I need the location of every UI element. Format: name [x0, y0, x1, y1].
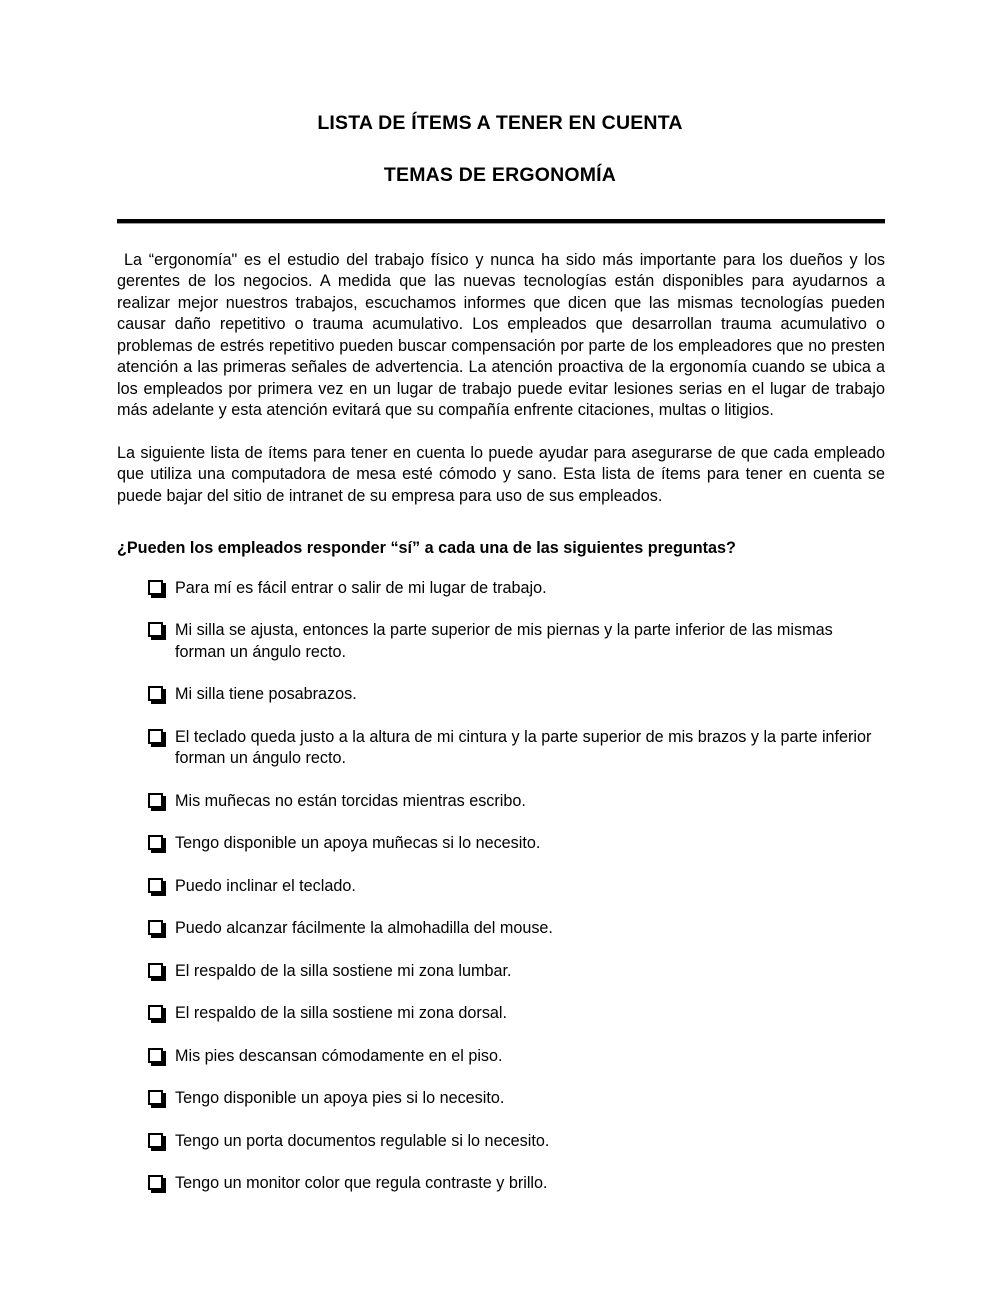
checkbox-icon[interactable]	[148, 878, 164, 894]
intro-paragraph-1: La “ergonomía" es el estudio del trabajo físico y nunca ha sido más importante para los dueños y los gerentes de los negocios. A medida que las nuevas tecnologías están disponibles para ayudarnos a realizar mejor nuestros trabajos, escuchamos informes que dicen que las mismas tecnologías pueden causar daño repetitivo o trauma acumulativo. Los empleados que desarrollan trauma acumulativo o problemas de estrés repetitivo pueden buscar compensación por parte de los empleadores que no presten atención a las primeras señales de advertencia. La atención proactiva de la ergonomía cuando se ubica a los empleados por primera vez en un lugar de trabajo puede evitar lesiones serias en el lugar de trabajo más adelante y esta atención evitará que su compañía enfrente citaciones, multas o litigios.	[117, 250, 885, 420]
checkbox-icon[interactable]	[148, 1005, 164, 1021]
checkbox-icon[interactable]	[148, 835, 164, 851]
checkbox-icon[interactable]	[148, 1090, 164, 1106]
list-item[interactable]	[117, 1046, 885, 1068]
list-item-label: Mis muñecas no están torcidas mientras escribo.	[175, 791, 526, 810]
page-subtitle: TEMAS DE ERGONOMÍA	[383, 164, 617, 187]
list-item[interactable]	[117, 1003, 885, 1025]
list-item-label: Tengo un porta documentos regulable si lo necesito.	[175, 1131, 550, 1150]
list-item[interactable]	[117, 684, 885, 706]
list-item[interactable]	[117, 620, 885, 663]
list-item-label: Mi silla tiene posabrazos.	[175, 685, 357, 704]
list-item[interactable]	[117, 876, 885, 898]
list-item-label: El respaldo de la silla sostiene mi zona lumbar.	[175, 961, 512, 980]
ergonomics-checklist	[117, 578, 885, 1195]
list-item-label: Puedo alcanzar fácilmente la almohadilla del mouse.	[175, 919, 553, 938]
checkbox-icon[interactable]	[148, 622, 164, 638]
checkbox-icon[interactable]	[148, 1048, 164, 1064]
list-item-label: El teclado queda justo a la altura de mi cintura y la parte superior de mis brazos y la parte inferior forman un ángulo recto.	[175, 727, 872, 768]
checkbox-icon[interactable]	[148, 963, 164, 979]
page-title: LISTA DE ÍTEMS A TENER EN CUENTA	[317, 112, 683, 134]
list-item-label: Mis pies descansan cómodamente en el piso.	[175, 1046, 503, 1065]
document-header	[0, 0, 1000, 188]
checkbox-icon[interactable]	[148, 580, 164, 596]
list-item[interactable]	[117, 833, 885, 855]
list-item-label: Tengo un monitor color que regula contraste y brillo.	[175, 1174, 548, 1193]
header-divider	[117, 219, 885, 224]
list-item-label: Tengo disponible un apoya muñecas si lo necesito.	[175, 834, 541, 853]
list-item[interactable]	[117, 961, 885, 983]
checkbox-icon[interactable]	[148, 1175, 164, 1191]
list-item-label: El respaldo de la silla sostiene mi zona dorsal.	[175, 1004, 508, 1023]
checkbox-icon[interactable]	[148, 793, 164, 809]
list-item[interactable]	[117, 1131, 885, 1153]
checklist-question: ¿Pueden los empleados responder “sí” a cada una de las siguientes preguntas?	[117, 539, 736, 558]
checkbox-icon[interactable]	[148, 729, 164, 745]
list-item[interactable]	[117, 578, 885, 600]
list-item-label: Para mí es fácil entrar o salir de mi lugar de trabajo.	[175, 578, 547, 597]
checkbox-icon[interactable]	[148, 1133, 164, 1149]
list-item[interactable]	[117, 1088, 885, 1110]
list-item-label: Mi silla se ajusta, entonces la parte superior de mis piernas y la parte inferior de las mismas forman un ángulo recto.	[175, 621, 833, 661]
list-item[interactable]	[117, 1173, 885, 1195]
checkbox-icon[interactable]	[148, 920, 164, 936]
document-body	[117, 250, 885, 1195]
list-item[interactable]	[117, 918, 885, 940]
list-item-label: Puedo inclinar el teclado.	[175, 876, 356, 895]
checkbox-icon[interactable]	[148, 686, 164, 702]
list-item[interactable]	[117, 791, 885, 813]
list-item-label: Tengo disponible un apoya pies si lo necesito.	[175, 1089, 505, 1108]
list-item[interactable]	[117, 727, 885, 770]
intro-paragraph-2: La siguiente lista de ítems para tener en cuenta lo puede ayudar para asegurarse de que cada empleado que utiliza una computadora de mesa esté cómodo y sano. Esta lista de ítems para tener en cuenta se puede bajar del sitio de intranet de su empresa para uso de sus empleados.	[117, 443, 885, 505]
